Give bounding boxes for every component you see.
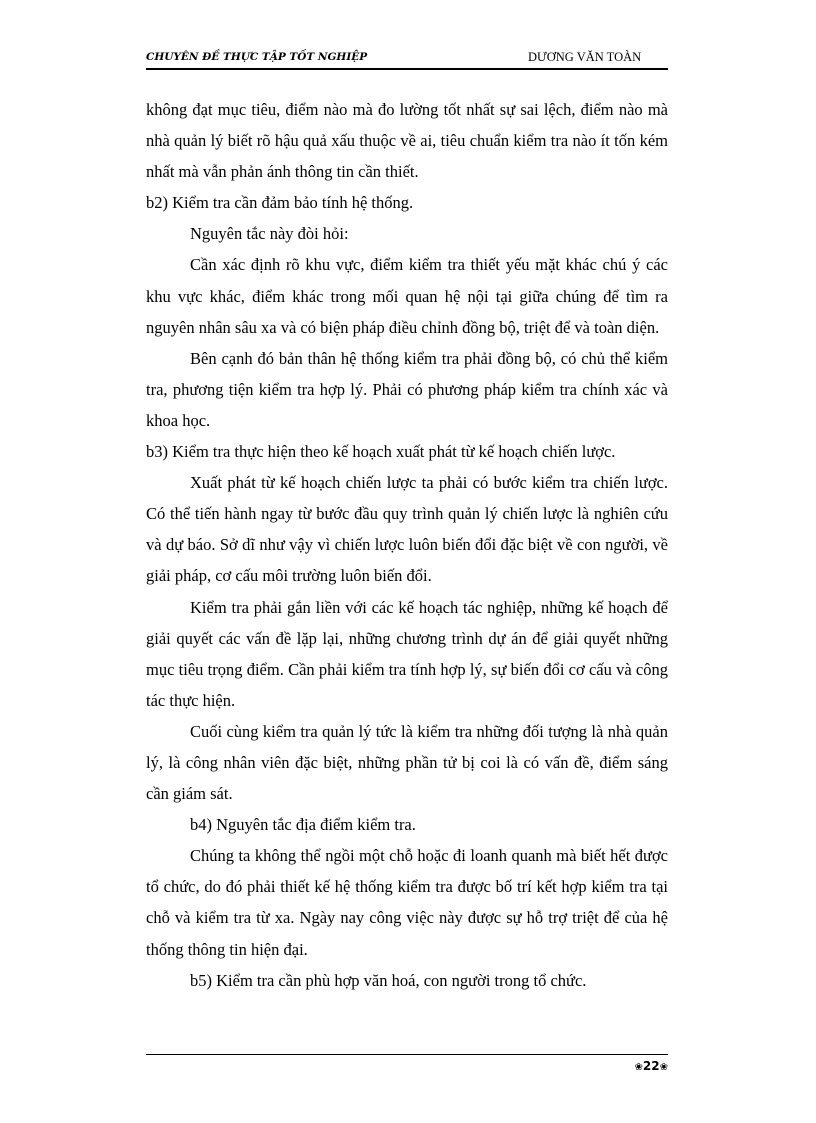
paragraph: Cần xác định rõ khu vực, điểm kiểm tra thiết yếu mặt khác chú ý các khu vực khác, điểm khác trong mối quan hệ nội tại giữa chúng để tìm ra nguyên nhân sâu xa và có biện pháp điều chỉnh đồng bộ, triệt để và toàn diện. [146,255,668,337]
footer-divider [146,1054,668,1055]
section-heading-b5: b5) Kiểm tra cần phù hợp văn hoá, con người trong tổ chức. [190,970,587,990]
page-number-block [620,1059,668,1073]
author-name: DƯƠNG VĂN TOÀN [528,50,642,64]
page-number: 22 [642,1059,660,1073]
header-divider [146,68,668,70]
ornament-left-icon: ❀ [634,1062,643,1073]
section-heading-b2: b2) Kiểm tra cần đảm bảo tính hệ thống. [146,193,414,213]
paragraph: Kiểm tra phải gắn liền với các kế hoạch tác nghiệp, những kế hoạch để giải quyết các vấn đề lặp lại, những chương trình dự án để giải quyết những mục tiêu trọng điểm. Cần phải kiểm tra tính hợp lý, sự biến đổi cơ cấu và công tác thực hiện. [146,597,668,710]
paragraph-continuation: không đạt mục tiêu, điểm nào mà đo lường tốt nhất sự sai lệch, điểm nào mà nhà quản lý biết rõ hậu quả xấu thuộc về ai, tiêu chuẩn kiểm tra nào ít tốn kém nhất mà vẫn phản ánh thông tin cần thiết. [146,100,668,182]
paragraph: Chúng ta không thể ngồi một chỗ hoặc đi loanh quanh mà biết hết được tổ chức, do đó phải thiết kế hệ thống kiểm tra được bố trí kết hợp kiểm tra tại chỗ và kiểm tra từ xa. Ngày nay công việc này được sự hỗ trợ triệt để của hệ thống thông tin hiện đại. [146,846,668,959]
paragraph: Xuất phát từ kế hoạch chiến lược ta phải có bước kiểm tra chiến lược. Có thể tiến hành ngay từ bước đầu quy trình quản lý chiến lược là nghiên cứu và dự báo. Sở dĩ như vậy vì chiến lược luôn biến đổi đặc biệt về con người, về giải pháp, cơ cấu môi trường luôn biến đổi. [146,473,668,586]
paragraph: Cuối cùng kiểm tra quản lý tức là kiểm tra những đối tượng là nhà quản lý, là công nhân viên đặc biệt, những phần tử bị coi là có vấn đề, điểm sáng cần giám sát. [146,721,668,804]
paragraph: Bên cạnh đó bản thân hệ thống kiểm tra phải đồng bộ, có chủ thể kiểm tra, phương tiện kiểm tra hợp lý. Phải có phương pháp kiểm tra chính xác và khoa học. [146,348,668,430]
document-title: CHUYÊN ĐỀ THỰC TẬP TỐT NGHIỆP [146,51,368,63]
section-heading-b3: b3) Kiểm tra thực hiện theo kế hoạch xuất phát từ kế hoạch chiến lược. [146,442,616,462]
ornament-right-icon: ❀ [659,1062,668,1073]
section-heading-b4: b4) Nguyên tắc địa điểm kiểm tra. [190,815,416,835]
paragraph: Nguyên tắc này đòi hỏi: [190,224,349,244]
page-body [146,94,668,996]
